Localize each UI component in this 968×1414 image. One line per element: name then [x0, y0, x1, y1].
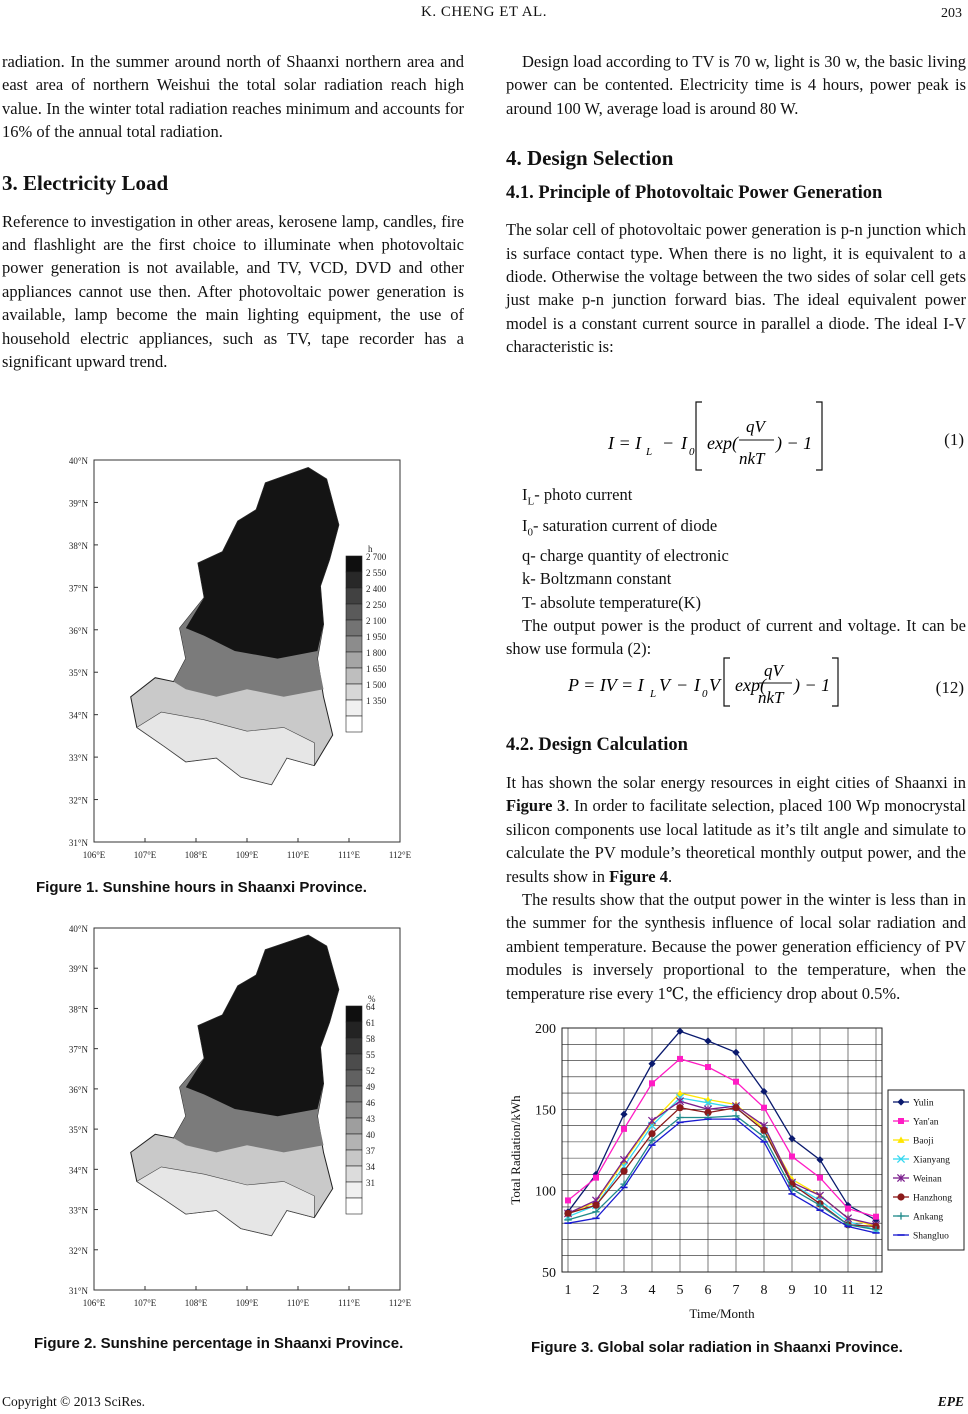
latitude-label: 34°N: [68, 1165, 88, 1176]
paragraph-output-power: The output power is the product of current and voltage. It can be show use formula (2):: [506, 616, 966, 659]
longitude-label: 109°E: [235, 1298, 259, 1308]
data-point: [897, 1193, 904, 1200]
figure-2-map: [44, 920, 464, 1320]
data-point: [817, 1175, 823, 1181]
longitude-label: 107°E: [133, 850, 157, 860]
legend-value: 46: [366, 1098, 375, 1108]
paragraph-design-calculation: [506, 771, 966, 888]
legend-label: Hanzhong: [913, 1193, 953, 1204]
copyright: Copyright © 2013 SciRes.: [2, 1394, 146, 1409]
def-il-text: - photo current: [534, 485, 633, 504]
legend-swatch: [346, 572, 362, 588]
legend-swatch: [346, 716, 362, 732]
section-3-title: 3. Electricity Load: [2, 170, 169, 195]
data-point: [733, 1079, 739, 1085]
page-header: [0, 2, 968, 30]
data-point: [761, 1105, 767, 1111]
subsection-4-1-title: 4.1. Principle of Photovoltaic Power Generation: [506, 183, 883, 204]
legend-swatch: [346, 1118, 362, 1134]
figure-1-map: [44, 452, 464, 872]
figure-2-caption: Figure 2. Sunshine percentage in Shaanxi Province.: [34, 1335, 404, 1352]
latitude-label: 33°N: [68, 1205, 88, 1216]
x-tick-label: 7: [732, 1283, 740, 1298]
data-point: [845, 1206, 851, 1212]
legend-value: 34: [366, 1162, 375, 1172]
figure-3-chart: [504, 1020, 966, 1330]
svg-text:V: V: [709, 675, 720, 695]
svg-text:I: I: [694, 675, 700, 695]
def-charge: q- charge quantity of electronic: [522, 546, 729, 566]
data-point: [649, 1080, 655, 1086]
legend-swatch: [346, 636, 362, 652]
svg-text:0: 0: [689, 446, 695, 458]
calc-text-b: . In order to facilitate selection, placed 100 Wp monocrystal silicon components use local latitude as it’s tilt angle and simulate to calculate the PV module’s theoretical monthly output power, and the results show in: [506, 796, 966, 886]
svg-text:qV: qV: [764, 661, 783, 680]
paragraph-results: The results show that the output power in the winter is less than in the summer for the synthesis influence of local solar radiation and ambient temperature. Because the power generation efficiency of PV modules is inversely proportional to the temperature, when the temperature rise every 1℃, the efficiency drop about 0.5%.: [506, 890, 966, 1003]
data-point: [789, 1154, 795, 1160]
page-number: 203: [941, 6, 962, 21]
data-point: [593, 1175, 599, 1181]
def-il-subscript: L: [527, 495, 535, 508]
latitude-label: 31°N: [68, 1286, 88, 1296]
longitude-label: 110°E: [286, 850, 310, 860]
legend-swatch: [346, 1038, 362, 1054]
latitude-label: 39°N: [68, 964, 88, 975]
svg-text:) − 1: ) − 1: [794, 675, 831, 695]
paragraph-electricity-load: Reference to investigation in other areas, kerosene lamp, candles, fire and flashlight are the first choice to illuminate when photovoltaic power generation is not available, and TV, VCD, DVD and other appliances cannot use then. After photovoltaic power generation is available, lamp become the main lighting equipment, the use of household electric appliances, such as TV, tape recorder has a significant upward trend.: [2, 211, 464, 372]
legend-value: 37: [366, 1146, 375, 1156]
latitude-label: 40°N: [68, 924, 88, 934]
svg-text:exp(: exp(: [735, 675, 766, 695]
latitude-label: 35°N: [68, 1125, 88, 1136]
subsection-4-2-title: 4.2. Design Calculation: [506, 735, 688, 755]
svg-text:) − 1: ) − 1: [776, 433, 813, 453]
legend-swatch: [346, 588, 362, 604]
data-point: [760, 1127, 767, 1134]
legend-box: [888, 1090, 964, 1250]
data-point: [592, 1202, 599, 1209]
legend-value: 43: [366, 1114, 375, 1124]
legend-value: 52: [366, 1066, 375, 1076]
x-tick-label: 1: [564, 1283, 572, 1298]
longitude-label: 106°E: [82, 850, 106, 860]
svg-text:L: L: [650, 688, 657, 700]
latitude-label: 39°N: [68, 498, 88, 509]
calc-text-c: .: [667, 866, 673, 886]
legend-value: 1 350: [366, 696, 387, 706]
data-point: [620, 1168, 627, 1175]
equation-2: [506, 654, 966, 738]
legend-value: 2 700: [366, 552, 387, 562]
calc-text-a: It has shown the solar energy resources in eight cities of Shaanxi in: [506, 773, 966, 792]
figure-1: [44, 452, 464, 872]
x-tick-label: 6: [704, 1283, 712, 1298]
legend-value: 2 400: [366, 584, 387, 594]
figure-1-caption: Figure 1. Sunshine hours in Shaanxi Province.: [36, 879, 367, 896]
legend-swatch: [346, 1150, 362, 1166]
legend-label: Weinan: [913, 1174, 942, 1185]
legend-unit: h: [368, 544, 373, 554]
y-tick-label: 200: [535, 1022, 556, 1037]
latitude-label: 34°N: [68, 710, 88, 721]
svg-text:I: I: [681, 433, 687, 453]
x-tick-label: 2: [592, 1283, 600, 1298]
x-tick-label: 4: [648, 1283, 656, 1298]
latitude-label: 40°N: [68, 456, 88, 466]
latitude-label: 31°N: [68, 838, 88, 848]
x-axis-label: Time/Month: [689, 1306, 755, 1321]
def-photo-current: [506, 483, 966, 514]
symbol-definitions: [506, 483, 966, 661]
legend-value: 2 250: [366, 600, 387, 610]
longitude-label: 108°E: [184, 1298, 208, 1308]
data-point: [564, 1210, 571, 1217]
data-point: [676, 1104, 683, 1111]
svg-text:−: −: [676, 675, 689, 695]
latitude-label: 33°N: [68, 753, 88, 764]
legend-swatch: [346, 652, 362, 668]
legend-value: 40: [366, 1130, 375, 1140]
y-tick-label: 100: [535, 1184, 556, 1200]
latitude-label: 36°N: [68, 625, 88, 636]
legend-swatch: [346, 620, 362, 636]
longitude-label: 107°E: [133, 1298, 157, 1308]
x-tick-label: 5: [676, 1283, 684, 1298]
equation-1-formula: [606, 394, 906, 478]
svg-text:nkT: nkT: [758, 688, 784, 707]
legend-unit: %: [368, 994, 376, 1004]
data-point: [705, 1064, 711, 1070]
section-4-2: [506, 735, 966, 1005]
svg-text:−: −: [662, 433, 675, 453]
latitude-label: 36°N: [68, 1084, 88, 1095]
longitude-label: 111°E: [338, 1298, 360, 1308]
longitude-label: 112°E: [388, 850, 412, 860]
figure-4-ref: Figure 4: [609, 866, 668, 886]
paragraph-principle: The solar cell of photovoltaic power generation is p-n junction which is surface contact type. When there is no light, it is equivalent to a diode. Otherwise the voltage between the two sides of solar cell gets just make p-n junction forward bias. The ideal equivalent power model is a constant current source in parallel a diode. The ideal I-V characteristic is:: [506, 220, 966, 357]
legend-value: 1 500: [366, 680, 387, 690]
x-tick-label: 11: [841, 1283, 855, 1298]
running-head: K. CHENG ET AL.: [421, 4, 547, 20]
legend-label: Ankang: [913, 1212, 944, 1223]
def-i0-symbol: I: [522, 515, 528, 535]
legend-value: 1 950: [366, 632, 387, 642]
equation-1-number: (1): [944, 430, 964, 449]
figure-3: [504, 1020, 966, 1330]
svg-text:exp(: exp(: [707, 433, 738, 453]
x-tick-label: 9: [788, 1283, 796, 1298]
legend-label: Shangluo: [913, 1231, 949, 1242]
legend-swatch: [346, 1166, 362, 1182]
longitude-label: 108°E: [184, 850, 208, 860]
legend-value: 61: [366, 1018, 375, 1028]
figure-2: [44, 920, 464, 1320]
legend-swatch: [346, 1006, 362, 1022]
latitude-label: 32°N: [68, 795, 88, 806]
data-point: [898, 1118, 904, 1124]
y-axis-label: Total Radiation/kWh: [508, 1095, 523, 1205]
svg-text:I = I: I = I: [608, 433, 642, 453]
paragraph-design-load: Design load according to TV is 70 w, light is 30 w, the basic living power can be contented. Electricity time is 4 hours, power peak is around 100 W, average load is around 80 W.: [506, 52, 966, 118]
svg-text:V: V: [659, 675, 670, 695]
svg-text:qV: qV: [746, 417, 765, 436]
latitude-label: 38°N: [68, 1004, 88, 1015]
legend-swatch: [346, 604, 362, 620]
legend-swatch: [346, 684, 362, 700]
equation-2-number: (12): [935, 678, 964, 697]
legend-value: 1 800: [366, 648, 387, 658]
data-point: [565, 1197, 571, 1203]
legend-value: 2 100: [366, 616, 387, 626]
legend-label: Yulin: [913, 1098, 934, 1109]
legend-swatch: [346, 1070, 362, 1086]
data-point: [732, 1104, 739, 1111]
def-temperature: T- absolute temperature(K): [522, 592, 701, 612]
legend-swatch: [346, 1054, 362, 1070]
legend-swatch: [346, 1102, 362, 1118]
svg-text:L: L: [646, 446, 653, 458]
legend-label: Baoji: [913, 1136, 934, 1147]
y-tick-label: 150: [535, 1103, 556, 1119]
data-point: [648, 1130, 655, 1137]
longitude-label: 109°E: [235, 850, 259, 860]
longitude-label: 111°E: [338, 850, 360, 860]
longitude-label: 112°E: [388, 1298, 412, 1308]
plot-area: [562, 1028, 882, 1272]
y-tick-label: 50: [542, 1266, 556, 1281]
journal-abbrev: EPE: [937, 1394, 964, 1409]
def-il-symbol: I: [522, 485, 528, 504]
legend-value: 49: [366, 1082, 375, 1092]
x-tick-label: 8: [760, 1283, 768, 1298]
equation-1: [506, 394, 966, 478]
longitude-label: 110°E: [286, 1298, 310, 1308]
def-saturation-current: [506, 514, 966, 545]
def-i0-text: - saturation current of diode: [533, 515, 718, 535]
latitude-label: 32°N: [68, 1245, 88, 1256]
legend-value: 64: [366, 1002, 375, 1012]
data-point: [677, 1056, 683, 1062]
def-boltzmann: k- Boltzmann constant: [522, 569, 672, 589]
legend-swatch: [346, 668, 362, 684]
left-column: [2, 50, 464, 373]
svg-text:P = IV = I: P = IV = I: [568, 675, 644, 695]
legend-swatch: [346, 1182, 362, 1198]
legend-swatch: [346, 1022, 362, 1038]
legend-swatch: [346, 1086, 362, 1102]
legend-value: 31: [366, 1178, 375, 1188]
latitude-label: 38°N: [68, 540, 88, 551]
page-footer: [2, 1394, 964, 1410]
svg-text:nkT: nkT: [739, 449, 765, 468]
latitude-label: 37°N: [68, 583, 88, 594]
legend-label: Xianyang: [913, 1155, 950, 1166]
legend-value: 1 650: [366, 664, 387, 674]
legend-swatch: [346, 1134, 362, 1150]
data-point: [873, 1214, 879, 1220]
legend-value: 55: [366, 1050, 375, 1060]
legend-swatch: [346, 700, 362, 716]
longitude-label: 106°E: [82, 1298, 106, 1308]
right-column: [506, 50, 966, 359]
def-i0-subscript: 0: [527, 525, 533, 538]
data-point: [621, 1126, 627, 1132]
x-tick-label: 3: [620, 1283, 628, 1298]
latitude-label: 37°N: [68, 1044, 88, 1055]
section-4-title: 4. Design Selection: [506, 146, 674, 171]
legend-value: 2 550: [366, 568, 387, 578]
equation-2-formula: [566, 654, 886, 738]
legend-label: Yan'an: [913, 1117, 939, 1128]
legend-swatch: [346, 1198, 362, 1214]
x-tick-label: 12: [869, 1283, 883, 1298]
latitude-label: 35°N: [68, 668, 88, 679]
paragraph-radiation: radiation. In the summer around north of Shaanxi northern area and east area of northern Weishui the total solar radiation reach high value. In the winter total radiation reaches minimum and accounts for 16% of the annual total radiation.: [2, 52, 464, 142]
x-tick-label: 10: [813, 1283, 827, 1298]
svg-text:0: 0: [702, 688, 708, 700]
legend-swatch: [346, 556, 362, 572]
figure-3-caption: Figure 3. Global solar radiation in Shaanxi Province.: [531, 1339, 903, 1356]
figure-3-ref: Figure 3: [506, 796, 566, 816]
legend-value: 58: [366, 1034, 375, 1044]
